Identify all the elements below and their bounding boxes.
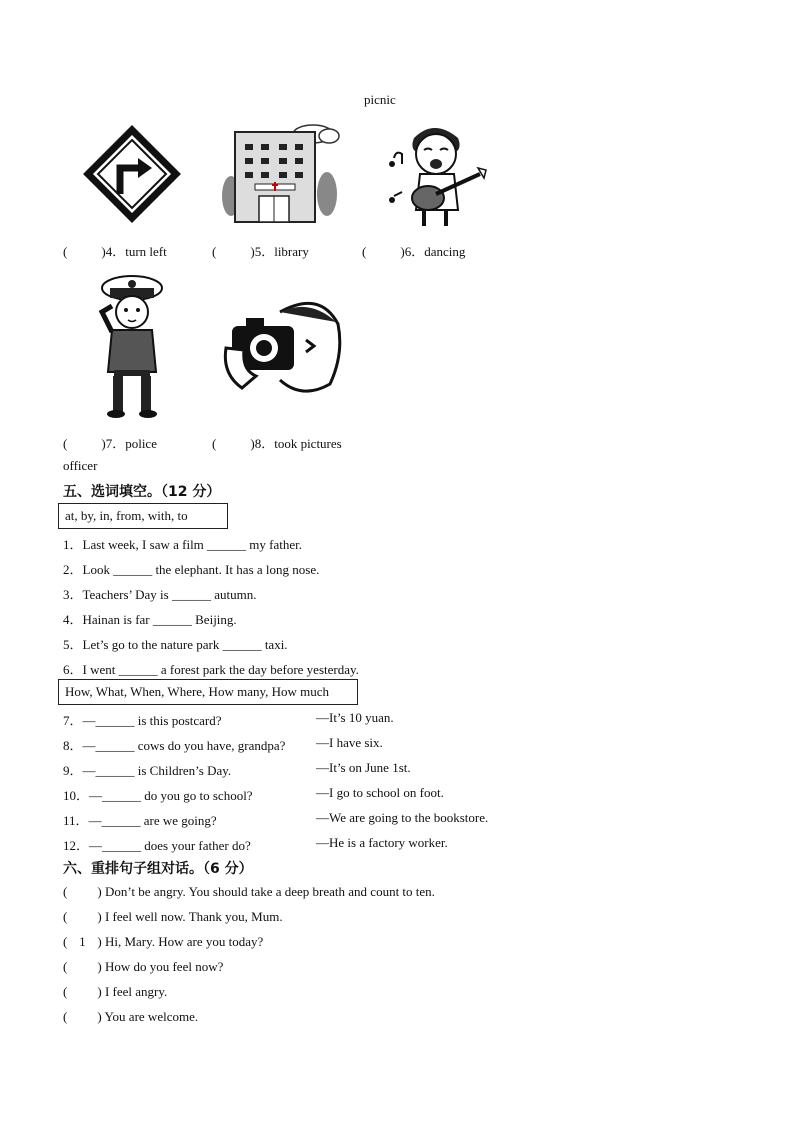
fill-line-3: 3．Teachers’ Day is ______ autumn.: [63, 587, 257, 602]
reorder-item: ( ) How do you feel now?: [63, 959, 224, 974]
section6-heading: 六、重排句子组对话。（6 分）: [63, 861, 253, 877]
dialog-question-11: 11．—______ are we going?: [63, 813, 217, 828]
order-blank[interactable]: 1: [79, 934, 86, 949]
fill-line-6: 6．I went ______ a forest park the day before yesterday.: [63, 662, 359, 677]
fill-line-5: 5．Let’s go to the nature park ______ taxi.: [63, 637, 288, 652]
camera-photographer-icon: [220, 292, 342, 402]
fill-line-4: 4．Hainan is far ______ Beijing.: [63, 612, 237, 627]
dialog-answer-11: —We are going to the bookstore.: [316, 810, 489, 825]
picture-item-4: ( )4．turn left: [63, 244, 167, 259]
dialog-answer-7: —It’s 10 yuan.: [316, 710, 394, 725]
picture-item-7: ( )7．police: [63, 436, 157, 451]
police-officer-icon: [92, 270, 172, 420]
section5-heading: 五、选词填空。（12 分）: [63, 484, 221, 500]
reorder-item: ( ) Don’t be angry. You should take a deep breath and count to ten.: [63, 884, 435, 899]
dialog-answer-12: —He is a factory worker.: [316, 835, 448, 850]
turn-right-sign-icon: [86, 128, 178, 220]
dialog-question-7: 7．—______ is this postcard?: [63, 713, 222, 728]
reorder-item: ( ) I feel well now. Thank you, Mum.: [63, 909, 283, 924]
reorder-item: ( 1 ) Hi, Mary. How are you today?: [63, 934, 264, 949]
picture-item-8: ( )8．took pictures: [212, 436, 342, 451]
dialog-question-8: 8．—______ cows do you have, grandpa?: [63, 738, 286, 753]
reorder-item: ( ) I feel angry.: [63, 984, 168, 999]
boy-playing-guitar-icon: [380, 118, 490, 230]
word-box-2: How, What, When, Where, How many, How much: [58, 679, 358, 705]
dialog-question-10: 10．—______ do you go to school?: [63, 788, 253, 803]
dialog-question-12: 12．—______ does your father do?: [63, 838, 251, 853]
dialog-answer-10: —I go to school on foot.: [316, 785, 444, 800]
hospital-building-icon: [221, 122, 341, 224]
dialog-answer-8: —I have six.: [316, 735, 383, 750]
top-caption: picnic: [364, 92, 396, 107]
reorder-item: ( ) You are welcome.: [63, 1009, 199, 1024]
item7-continued: officer: [63, 458, 98, 473]
dialog-question-9: 9．—______ is Children’s Day.: [63, 763, 232, 778]
fill-line-2: 2．Look ______ the elephant. It has a long nose.: [63, 562, 320, 577]
fill-line-1: 1．Last week, I saw a film ______ my father.: [63, 537, 302, 552]
picture-item-5: ( )5．library: [212, 244, 309, 259]
word-box-1: at, by, in, from, with, to: [58, 503, 228, 529]
dialog-answer-9: —It’s on June 1st.: [316, 760, 411, 775]
picture-item-6: ( )6．dancing: [362, 244, 466, 259]
